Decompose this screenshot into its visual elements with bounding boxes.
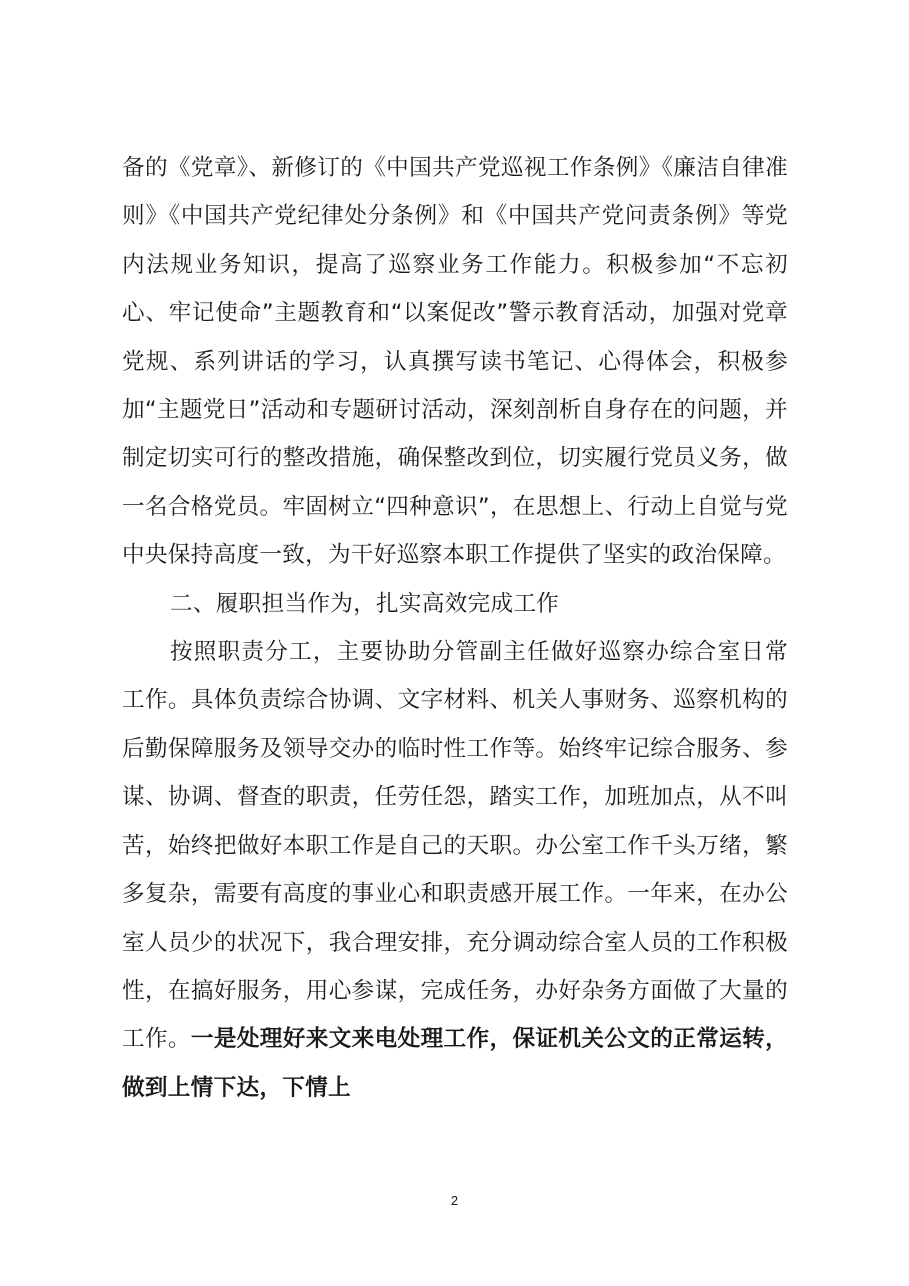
section-heading-2: 二、履职担当作为，扎实高效完成工作 [170,590,560,617]
page-number: 2 [450,1193,459,1208]
document-body [122,144,788,1112]
paragraph-duties-text: 按照职责分工，主要协助分管副主任做好巡察办综合室日常工作。具体负责综合协调、文字材料、机关人事财务、巡察机构的后勤保障服务及领导交办的临时性工作等。始终牢记综合服务、参谋、协调、督查的职责，任劳任怨，踏实工作，加班加点，从不叫苦，始终把做好本职工作是自己的天职。办公室工作千头万绪，繁多复杂，需要有高度的事业心和职责感开展工作。一年来，在办公室人员少的状况下，我合理安排，充分调动综合室人员的工作积极性，在搞好服务，用心参谋，完成任务，办好杂务方面做了大量的工作。 [122,639,788,1053]
paragraph-duties [122,628,788,1112]
paragraph-party-study: 备的《党章》、新修订的《中国共产党巡视工作条例》《廉洁自律准则》《中国共产党纪律处分条例》和《中国共产党问责条例》等党内法规业务知识，提高了巡察业务工作能力。积极参加“不忘初心、牢记使命”主题教育和“以案促改”警示教育活动，加强对党章党规、系列讲话的学习，认真撰写读书笔记、心得体会，积极参加“主题党日”活动和专题研讨活动，深刻剖析自身存在的问题，并制定切实可行的整改措施，确保整改到位，切实履行党员义务，做一名合格党员。牢固树立“四种意识”，在思想上、行动上自觉与党中央保持高度一致，为干好巡察本职工作提供了坚实的政治保障。 [122,155,788,569]
paragraph-duties-bold-point: 一是处理好来文来电处理工作，保证机关公文的正常运转，做到上情下达，下情上 [122,1026,788,1101]
